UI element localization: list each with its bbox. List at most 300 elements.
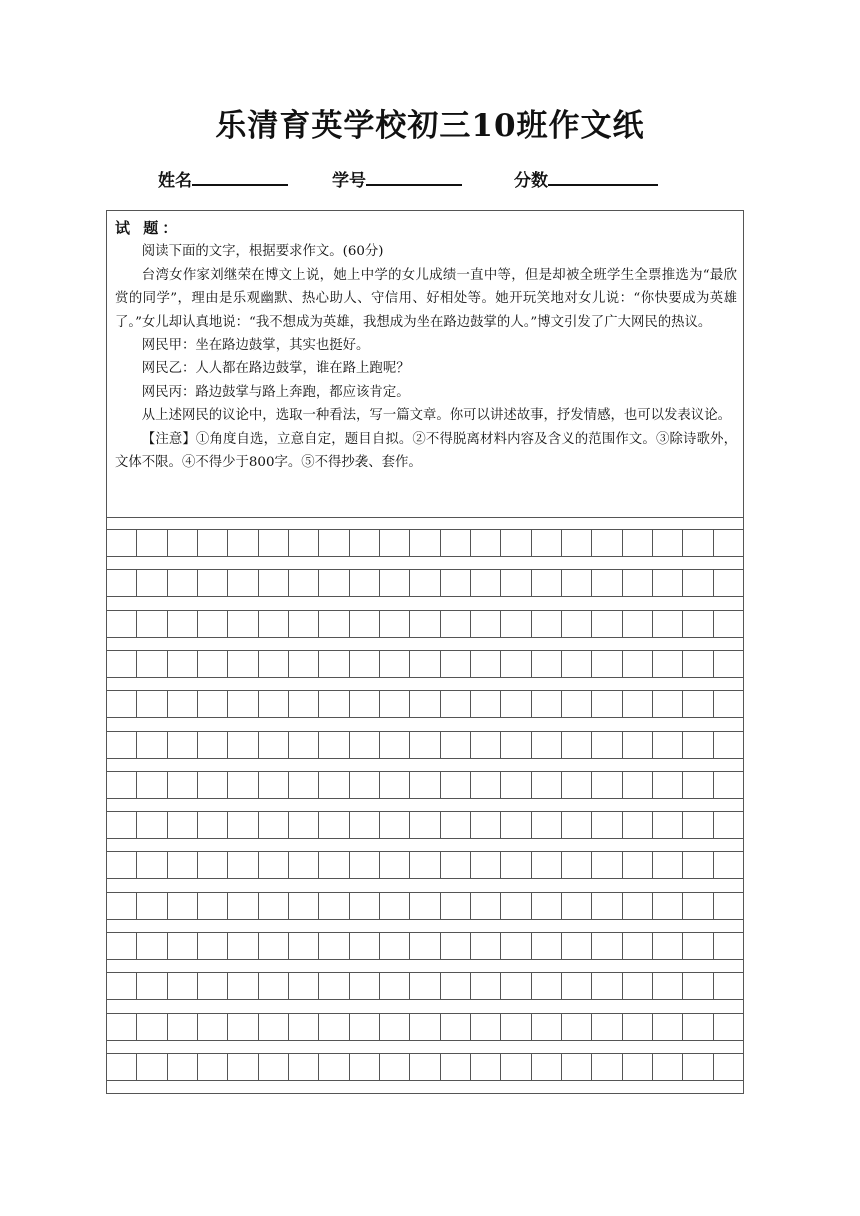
grid-cell[interactable]: [531, 611, 561, 637]
grid-cell[interactable]: [409, 973, 439, 999]
grid-cell[interactable]: [318, 611, 348, 637]
grid-cell[interactable]: [197, 1054, 227, 1080]
grid-cell[interactable]: [167, 530, 197, 556]
grid-cell[interactable]: [167, 651, 197, 677]
grid-cell[interactable]: [318, 1054, 348, 1080]
grid-cell[interactable]: [591, 933, 621, 959]
grid-cell[interactable]: [591, 611, 621, 637]
grid-cell[interactable]: [227, 530, 257, 556]
grid-cell[interactable]: [379, 732, 409, 758]
grid-cell[interactable]: [440, 651, 470, 677]
grid-cell[interactable]: [167, 732, 197, 758]
grid-cell[interactable]: [622, 772, 652, 798]
grid-cell[interactable]: [622, 973, 652, 999]
name-field[interactable]: [158, 166, 288, 193]
grid-cell[interactable]: [167, 933, 197, 959]
grid-cell[interactable]: [318, 530, 348, 556]
grid-cell[interactable]: [379, 852, 409, 878]
grid-cell[interactable]: [197, 812, 227, 838]
grid-cell[interactable]: [622, 893, 652, 919]
grid-cell[interactable]: [652, 1054, 682, 1080]
grid-cell[interactable]: [227, 570, 257, 596]
grid-cell[interactable]: [713, 812, 743, 838]
grid-cell[interactable]: [288, 530, 318, 556]
grid-cell[interactable]: [258, 973, 288, 999]
grid-cell[interactable]: [197, 933, 227, 959]
grid-cell[interactable]: [682, 570, 712, 596]
grid-cell[interactable]: [288, 893, 318, 919]
grid-cell[interactable]: [167, 812, 197, 838]
grid-cell[interactable]: [652, 1014, 682, 1040]
grid-cell[interactable]: [682, 732, 712, 758]
grid-cell[interactable]: [288, 691, 318, 717]
grid-cell[interactable]: [591, 691, 621, 717]
grid-cell[interactable]: [227, 1054, 257, 1080]
grid-cell[interactable]: [713, 933, 743, 959]
grid-cell[interactable]: [349, 530, 379, 556]
grid-cell[interactable]: [500, 691, 530, 717]
grid-cell[interactable]: [500, 852, 530, 878]
grid-cell[interactable]: [470, 812, 500, 838]
grid-cell[interactable]: [318, 852, 348, 878]
grid-cell[interactable]: [713, 1014, 743, 1040]
grid-cell[interactable]: [713, 570, 743, 596]
grid-cell[interactable]: [622, 651, 652, 677]
grid-cell[interactable]: [561, 933, 591, 959]
grid-cell[interactable]: [136, 530, 166, 556]
grid-cell[interactable]: [682, 893, 712, 919]
grid-cell[interactable]: [682, 812, 712, 838]
grid-cell[interactable]: [531, 1054, 561, 1080]
grid-cell[interactable]: [167, 893, 197, 919]
grid-cell[interactable]: [107, 812, 136, 838]
grid-cell[interactable]: [136, 611, 166, 637]
grid-cell[interactable]: [440, 570, 470, 596]
grid-cell[interactable]: [531, 933, 561, 959]
grid-cell[interactable]: [197, 611, 227, 637]
grid-cell[interactable]: [379, 651, 409, 677]
grid-cell[interactable]: [409, 1014, 439, 1040]
grid-cell[interactable]: [258, 691, 288, 717]
grid-cell[interactable]: [440, 732, 470, 758]
grid-cell[interactable]: [167, 691, 197, 717]
grid-cell[interactable]: [622, 1014, 652, 1040]
grid-cell[interactable]: [167, 611, 197, 637]
grid-cell[interactable]: [227, 893, 257, 919]
grid-cell[interactable]: [713, 691, 743, 717]
grid-cell[interactable]: [288, 812, 318, 838]
grid-cell[interactable]: [258, 893, 288, 919]
grid-cell[interactable]: [318, 933, 348, 959]
grid-cell[interactable]: [227, 933, 257, 959]
grid-cell[interactable]: [288, 651, 318, 677]
grid-cell[interactable]: [470, 732, 500, 758]
student-id-blank[interactable]: [366, 166, 462, 186]
grid-cell[interactable]: [622, 691, 652, 717]
grid-cell[interactable]: [107, 530, 136, 556]
grid-cell[interactable]: [652, 973, 682, 999]
grid-cell[interactable]: [349, 852, 379, 878]
grid-cell[interactable]: [318, 772, 348, 798]
grid-cell[interactable]: [379, 530, 409, 556]
grid-cell[interactable]: [409, 852, 439, 878]
grid-cell[interactable]: [561, 732, 591, 758]
grid-cell[interactable]: [379, 570, 409, 596]
grid-cell[interactable]: [258, 530, 288, 556]
grid-cell[interactable]: [561, 852, 591, 878]
grid-cell[interactable]: [531, 691, 561, 717]
grid-cell[interactable]: [531, 1014, 561, 1040]
grid-cell[interactable]: [713, 1054, 743, 1080]
grid-cell[interactable]: [136, 852, 166, 878]
grid-cell[interactable]: [167, 570, 197, 596]
grid-cell[interactable]: [318, 651, 348, 677]
grid-cell[interactable]: [136, 1014, 166, 1040]
grid-cell[interactable]: [167, 852, 197, 878]
grid-cell[interactable]: [622, 812, 652, 838]
grid-cell[interactable]: [136, 893, 166, 919]
grid-cell[interactable]: [531, 772, 561, 798]
grid-cell[interactable]: [197, 852, 227, 878]
grid-cell[interactable]: [258, 852, 288, 878]
grid-cell[interactable]: [379, 973, 409, 999]
grid-cell[interactable]: [136, 691, 166, 717]
grid-cell[interactable]: [288, 611, 318, 637]
grid-cell[interactable]: [227, 812, 257, 838]
grid-cell[interactable]: [288, 772, 318, 798]
grid-cell[interactable]: [440, 772, 470, 798]
grid-cell[interactable]: [349, 611, 379, 637]
grid-cell[interactable]: [258, 1014, 288, 1040]
grid-cell[interactable]: [500, 651, 530, 677]
grid-cell[interactable]: [107, 1014, 136, 1040]
grid-cell[interactable]: [349, 1014, 379, 1040]
grid-cell[interactable]: [258, 611, 288, 637]
grid-cell[interactable]: [318, 1014, 348, 1040]
grid-cell[interactable]: [318, 893, 348, 919]
grid-cell[interactable]: [440, 691, 470, 717]
grid-cell[interactable]: [500, 893, 530, 919]
grid-cell[interactable]: [622, 732, 652, 758]
grid-cell[interactable]: [591, 732, 621, 758]
grid-cell[interactable]: [136, 812, 166, 838]
grid-cell[interactable]: [440, 812, 470, 838]
grid-cell[interactable]: [622, 611, 652, 637]
grid-cell[interactable]: [379, 611, 409, 637]
grid-cell[interactable]: [440, 1054, 470, 1080]
grid-cell[interactable]: [470, 651, 500, 677]
grid-cell[interactable]: [197, 772, 227, 798]
grid-cell[interactable]: [288, 570, 318, 596]
grid-cell[interactable]: [652, 732, 682, 758]
grid-cell[interactable]: [107, 570, 136, 596]
grid-cell[interactable]: [470, 893, 500, 919]
grid-cell[interactable]: [682, 611, 712, 637]
grid-cell[interactable]: [622, 933, 652, 959]
grid-cell[interactable]: [622, 852, 652, 878]
grid-cell[interactable]: [409, 772, 439, 798]
grid-cell[interactable]: [349, 1054, 379, 1080]
grid-cell[interactable]: [561, 651, 591, 677]
grid-cell[interactable]: [409, 933, 439, 959]
grid-cell[interactable]: [652, 772, 682, 798]
grid-cell[interactable]: [318, 570, 348, 596]
grid-cell[interactable]: [258, 570, 288, 596]
grid-cell[interactable]: [318, 973, 348, 999]
grid-cell[interactable]: [379, 1054, 409, 1080]
grid-cell[interactable]: [561, 570, 591, 596]
grid-cell[interactable]: [440, 852, 470, 878]
grid-cell[interactable]: [379, 772, 409, 798]
grid-cell[interactable]: [470, 1014, 500, 1040]
grid-cell[interactable]: [409, 530, 439, 556]
grid-cell[interactable]: [713, 772, 743, 798]
grid-cell[interactable]: [470, 933, 500, 959]
grid-cell[interactable]: [409, 611, 439, 637]
grid-cell[interactable]: [652, 933, 682, 959]
grid-cell[interactable]: [713, 611, 743, 637]
grid-cell[interactable]: [440, 973, 470, 999]
grid-cell[interactable]: [713, 852, 743, 878]
name-blank[interactable]: [192, 166, 288, 186]
grid-cell[interactable]: [561, 812, 591, 838]
grid-cell[interactable]: [500, 933, 530, 959]
grid-cell[interactable]: [409, 651, 439, 677]
grid-cell[interactable]: [136, 570, 166, 596]
grid-cell[interactable]: [531, 973, 561, 999]
grid-cell[interactable]: [107, 732, 136, 758]
grid-cell[interactable]: [318, 732, 348, 758]
student-id-field[interactable]: [332, 166, 462, 193]
grid-cell[interactable]: [591, 772, 621, 798]
grid-cell[interactable]: [136, 933, 166, 959]
grid-cell[interactable]: [531, 852, 561, 878]
grid-cell[interactable]: [500, 611, 530, 637]
grid-cell[interactable]: [227, 651, 257, 677]
grid-cell[interactable]: [379, 691, 409, 717]
grid-cell[interactable]: [440, 933, 470, 959]
grid-cell[interactable]: [107, 893, 136, 919]
grid-cell[interactable]: [591, 893, 621, 919]
grid-cell[interactable]: [561, 530, 591, 556]
grid-cell[interactable]: [197, 973, 227, 999]
grid-cell[interactable]: [561, 1054, 591, 1080]
grid-cell[interactable]: [349, 933, 379, 959]
grid-cell[interactable]: [288, 933, 318, 959]
grid-cell[interactable]: [136, 772, 166, 798]
grid-cell[interactable]: [591, 973, 621, 999]
grid-cell[interactable]: [197, 530, 227, 556]
grid-cell[interactable]: [197, 1014, 227, 1040]
score-field[interactable]: [514, 166, 658, 193]
grid-cell[interactable]: [591, 570, 621, 596]
grid-cell[interactable]: [470, 691, 500, 717]
grid-cell[interactable]: [107, 772, 136, 798]
grid-cell[interactable]: [500, 1014, 530, 1040]
grid-cell[interactable]: [258, 812, 288, 838]
grid-cell[interactable]: [652, 530, 682, 556]
grid-cell[interactable]: [682, 1014, 712, 1040]
grid-cell[interactable]: [500, 570, 530, 596]
grid-cell[interactable]: [682, 852, 712, 878]
grid-cell[interactable]: [622, 1054, 652, 1080]
grid-cell[interactable]: [500, 732, 530, 758]
grid-cell[interactable]: [258, 1054, 288, 1080]
grid-cell[interactable]: [379, 933, 409, 959]
grid-cell[interactable]: [288, 973, 318, 999]
grid-cell[interactable]: [440, 530, 470, 556]
grid-cell[interactable]: [713, 973, 743, 999]
grid-cell[interactable]: [470, 570, 500, 596]
grid-cell[interactable]: [531, 732, 561, 758]
grid-cell[interactable]: [288, 1014, 318, 1040]
grid-cell[interactable]: [500, 772, 530, 798]
grid-cell[interactable]: [713, 893, 743, 919]
grid-cell[interactable]: [288, 732, 318, 758]
grid-cell[interactable]: [470, 530, 500, 556]
grid-cell[interactable]: [107, 852, 136, 878]
grid-cell[interactable]: [561, 973, 591, 999]
grid-cell[interactable]: [167, 973, 197, 999]
grid-cell[interactable]: [652, 812, 682, 838]
grid-cell[interactable]: [500, 530, 530, 556]
grid-cell[interactable]: [107, 691, 136, 717]
grid-cell[interactable]: [470, 772, 500, 798]
grid-cell[interactable]: [591, 852, 621, 878]
grid-cell[interactable]: [470, 973, 500, 999]
grid-cell[interactable]: [197, 651, 227, 677]
grid-cell[interactable]: [409, 691, 439, 717]
grid-cell[interactable]: [682, 530, 712, 556]
grid-cell[interactable]: [500, 812, 530, 838]
grid-cell[interactable]: [652, 852, 682, 878]
grid-cell[interactable]: [682, 691, 712, 717]
grid-cell[interactable]: [591, 651, 621, 677]
grid-cell[interactable]: [349, 812, 379, 838]
grid-cell[interactable]: [258, 732, 288, 758]
grid-cell[interactable]: [318, 691, 348, 717]
grid-cell[interactable]: [682, 1054, 712, 1080]
grid-cell[interactable]: [682, 651, 712, 677]
grid-cell[interactable]: [349, 570, 379, 596]
grid-cell[interactable]: [561, 772, 591, 798]
grid-cell[interactable]: [500, 1054, 530, 1080]
grid-cell[interactable]: [652, 893, 682, 919]
grid-cell[interactable]: [500, 973, 530, 999]
grid-cell[interactable]: [713, 732, 743, 758]
grid-cell[interactable]: [227, 852, 257, 878]
grid-cell[interactable]: [167, 1054, 197, 1080]
grid-cell[interactable]: [227, 973, 257, 999]
grid-cell[interactable]: [470, 611, 500, 637]
grid-cell[interactable]: [349, 732, 379, 758]
grid-cell[interactable]: [349, 893, 379, 919]
score-blank[interactable]: [548, 166, 658, 186]
grid-cell[interactable]: [107, 1054, 136, 1080]
grid-cell[interactable]: [379, 812, 409, 838]
grid-cell[interactable]: [440, 611, 470, 637]
grid-cell[interactable]: [107, 933, 136, 959]
grid-cell[interactable]: [531, 893, 561, 919]
grid-cell[interactable]: [349, 691, 379, 717]
grid-cell[interactable]: [409, 812, 439, 838]
grid-cell[interactable]: [591, 812, 621, 838]
grid-cell[interactable]: [258, 651, 288, 677]
grid-cell[interactable]: [136, 1054, 166, 1080]
grid-cell[interactable]: [136, 973, 166, 999]
grid-cell[interactable]: [227, 732, 257, 758]
grid-cell[interactable]: [652, 651, 682, 677]
grid-cell[interactable]: [622, 530, 652, 556]
grid-cell[interactable]: [227, 772, 257, 798]
grid-cell[interactable]: [107, 611, 136, 637]
grid-cell[interactable]: [682, 772, 712, 798]
grid-cell[interactable]: [409, 732, 439, 758]
grid-cell[interactable]: [197, 732, 227, 758]
grid-cell[interactable]: [288, 1054, 318, 1080]
grid-cell[interactable]: [531, 651, 561, 677]
grid-cell[interactable]: [197, 691, 227, 717]
grid-cell[interactable]: [682, 933, 712, 959]
grid-cell[interactable]: [440, 1014, 470, 1040]
grid-cell[interactable]: [652, 691, 682, 717]
grid-cell[interactable]: [409, 570, 439, 596]
grid-cell[interactable]: [561, 611, 591, 637]
grid-cell[interactable]: [197, 570, 227, 596]
grid-cell[interactable]: [591, 1014, 621, 1040]
grid-cell[interactable]: [167, 1014, 197, 1040]
grid-cell[interactable]: [318, 812, 348, 838]
grid-cell[interactable]: [227, 611, 257, 637]
grid-cell[interactable]: [591, 530, 621, 556]
grid-cell[interactable]: [167, 772, 197, 798]
grid-cell[interactable]: [531, 530, 561, 556]
grid-cell[interactable]: [136, 651, 166, 677]
grid-cell[interactable]: [258, 933, 288, 959]
grid-cell[interactable]: [349, 651, 379, 677]
grid-cell[interactable]: [107, 651, 136, 677]
grid-cell[interactable]: [227, 1014, 257, 1040]
grid-cell[interactable]: [409, 893, 439, 919]
grid-cell[interactable]: [713, 651, 743, 677]
grid-cell[interactable]: [652, 570, 682, 596]
grid-cell[interactable]: [258, 772, 288, 798]
grid-cell[interactable]: [379, 1014, 409, 1040]
grid-cell[interactable]: [107, 973, 136, 999]
grid-cell[interactable]: [652, 611, 682, 637]
grid-cell[interactable]: [561, 691, 591, 717]
grid-cell[interactable]: [136, 732, 166, 758]
grid-cell[interactable]: [349, 772, 379, 798]
grid-cell[interactable]: [713, 530, 743, 556]
grid-cell[interactable]: [379, 893, 409, 919]
grid-cell[interactable]: [470, 852, 500, 878]
grid-cell[interactable]: [227, 691, 257, 717]
grid-cell[interactable]: [440, 893, 470, 919]
grid-cell[interactable]: [561, 893, 591, 919]
grid-cell[interactable]: [197, 893, 227, 919]
grid-cell[interactable]: [531, 812, 561, 838]
grid-cell[interactable]: [561, 1014, 591, 1040]
grid-cell[interactable]: [682, 973, 712, 999]
grid-cell[interactable]: [349, 973, 379, 999]
grid-cell[interactable]: [288, 852, 318, 878]
grid-cell[interactable]: [622, 570, 652, 596]
grid-cell[interactable]: [591, 1054, 621, 1080]
grid-cell[interactable]: [409, 1054, 439, 1080]
grid-cell[interactable]: [531, 570, 561, 596]
grid-cell[interactable]: [470, 1054, 500, 1080]
